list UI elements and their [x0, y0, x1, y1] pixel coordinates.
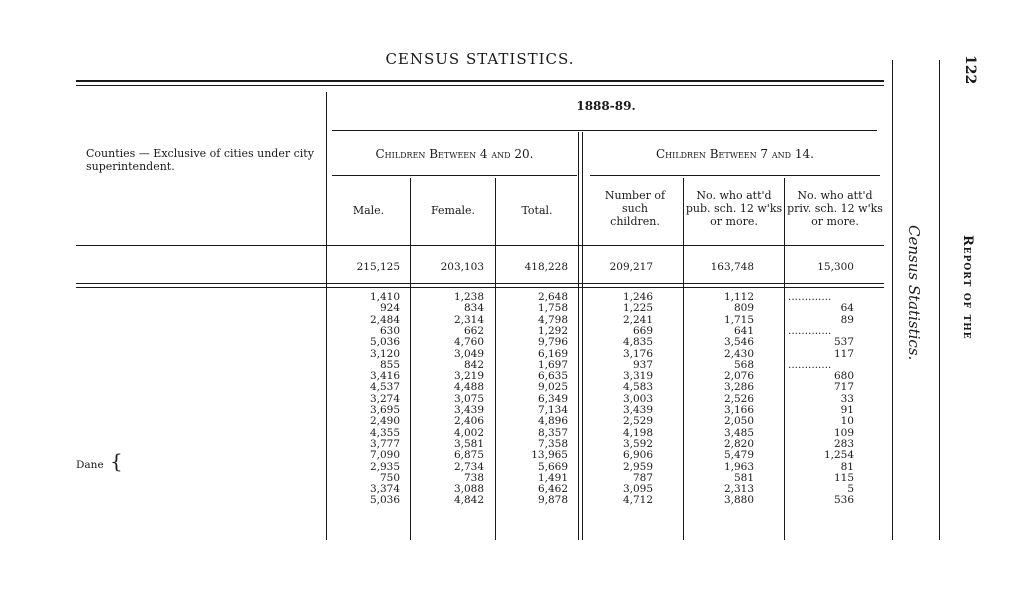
cell-female: 4,488	[453, 381, 484, 394]
cell-number: 4,583	[622, 381, 653, 394]
cell-pub: 809	[733, 302, 754, 315]
cell-priv: 33	[840, 392, 854, 405]
cell-pub: 3,166	[723, 404, 754, 416]
cell-male: 4,355	[369, 426, 400, 439]
col-header-female: Female.	[430, 204, 476, 217]
cell-female: 3,075	[453, 392, 484, 405]
cell-total: 1,491	[537, 471, 568, 484]
cell-male: 3,777	[369, 437, 400, 450]
cell-pub: 1,715	[723, 313, 754, 326]
cell-priv: 10	[840, 415, 854, 428]
group1-rule	[332, 175, 577, 176]
cell-male: 3,416	[369, 370, 400, 383]
cell-pub: 2,430	[723, 347, 754, 360]
cell-number: 2,959	[622, 460, 653, 473]
cell-female: 834	[463, 302, 484, 315]
cell-female: 662	[463, 324, 484, 337]
cell-total: 7,134	[537, 404, 568, 416]
cell-number: 3,592	[622, 437, 653, 450]
group1-header: Children Between 4 and 20.	[375, 147, 534, 161]
table-row	[76, 349, 886, 360]
table-row	[76, 416, 886, 427]
col-header-number: Number of such children.	[604, 189, 666, 228]
col-header-priv: No. who att'd priv. sch. 12 w'ks or more.	[787, 189, 883, 228]
dane-label: Dane	[76, 459, 104, 471]
cell-priv: 81	[840, 460, 854, 473]
cell-male: 7,090	[369, 449, 400, 462]
cell-pub: 2,076	[723, 370, 754, 383]
table-row	[76, 303, 886, 314]
cell-male: 855	[379, 358, 400, 371]
cell-number: 3,439	[622, 404, 653, 416]
totals-double-rule	[76, 283, 884, 288]
page-title: CENSUS STATISTICS.	[385, 50, 575, 68]
cell-total: 4,896	[537, 415, 568, 428]
cell-number: 3,176	[622, 347, 653, 360]
cell-pub: 1,963	[723, 460, 754, 473]
table-row	[76, 337, 886, 348]
counties-header: Counties — Exclusive of cities under city superintendent.	[86, 147, 314, 173]
side-rule-outer	[939, 60, 940, 540]
cell-pub: 1,112	[723, 291, 754, 303]
cell-female: 4,842	[453, 494, 484, 507]
cell-number: 2,241	[622, 313, 653, 326]
cell-total: 9,796	[537, 336, 568, 349]
cell-female: 3,088	[453, 483, 484, 496]
cell-pub: 581	[733, 471, 754, 484]
cell-priv: 91	[840, 404, 854, 416]
cell-total: 5,669	[537, 460, 568, 473]
group2-header: Children Between 7 and 14.	[656, 147, 814, 161]
table-row	[76, 382, 886, 393]
running-head: Report of the	[960, 235, 975, 340]
cell-female: 2,314	[453, 313, 484, 326]
cell-male: 2,490	[369, 415, 400, 428]
cell-number: 3,003	[622, 392, 653, 405]
cell-priv: 117	[833, 347, 854, 360]
cell-priv: 1,254	[823, 449, 854, 462]
cell-priv: .............	[788, 291, 832, 303]
cell-total: 6,635	[537, 370, 568, 383]
cell-female: 3,439	[453, 404, 484, 416]
cell-female: 4,760	[453, 336, 484, 349]
cell-number: 1,246	[622, 291, 653, 303]
cell-total: 1,697	[537, 358, 568, 371]
totals-number: 209,217	[609, 261, 653, 273]
cell-male: 5,036	[369, 494, 400, 507]
col-header-male: Male.	[352, 204, 385, 217]
cell-number: 2,529	[622, 415, 653, 428]
cell-pub: 568	[733, 358, 754, 371]
cell-total: 7,358	[537, 437, 568, 450]
cell-pub: 641	[733, 324, 754, 337]
cell-female: 3,049	[453, 347, 484, 360]
table-row	[76, 450, 886, 461]
cell-male: 924	[379, 302, 400, 315]
cell-male: 2,484	[369, 313, 400, 326]
cell-male: 5,036	[369, 336, 400, 349]
cell-priv: 115	[833, 471, 854, 484]
year-header: 1888-89.	[576, 99, 636, 113]
cell-priv: 5	[847, 483, 854, 496]
cell-female: 2,406	[453, 415, 484, 428]
cell-female: 2,734	[453, 460, 484, 473]
cell-female: 1,238	[453, 291, 484, 303]
cell-pub: 3,880	[723, 494, 754, 507]
cell-pub: 3,546	[723, 336, 754, 349]
cell-number: 4,712	[622, 494, 653, 507]
header-rule	[76, 245, 884, 246]
cell-number: 787	[632, 471, 653, 484]
cell-total: 9,025	[537, 381, 568, 394]
cell-female: 3,581	[453, 437, 484, 450]
cell-female: 3,219	[453, 370, 484, 383]
cell-male: 750	[379, 471, 400, 484]
top-rule-1	[76, 80, 884, 82]
cell-total: 2,648	[537, 291, 568, 303]
totals-row	[76, 262, 886, 273]
cell-number: 1,225	[622, 302, 653, 315]
totals-male: 215,125	[356, 261, 400, 273]
cell-number: 3,319	[622, 370, 653, 383]
totals-pub: 163,748	[710, 261, 754, 273]
cell-pub: 2,313	[723, 483, 754, 496]
cell-priv: 64	[840, 302, 854, 315]
cell-total: 1,292	[537, 324, 568, 337]
cell-number: 3,095	[622, 483, 653, 496]
cell-female: 4,002	[453, 426, 484, 439]
cell-female: 738	[463, 471, 484, 484]
col-header-pub: No. who att'd pub. sch. 12 w'ks or more.	[685, 189, 783, 228]
cell-priv: 283	[833, 437, 854, 450]
cell-priv: .............	[788, 324, 832, 337]
cell-male: 3,120	[369, 347, 400, 360]
cell-priv: 536	[833, 494, 854, 507]
dane-brace: {	[110, 449, 123, 473]
cell-number: 4,835	[622, 336, 653, 349]
cell-male: 2,935	[369, 460, 400, 473]
col-header-total: Total.	[521, 204, 553, 217]
cell-priv: 89	[840, 313, 854, 326]
cell-pub: 2,820	[723, 437, 754, 450]
page-number: 122	[962, 55, 978, 85]
cell-total: 13,965	[531, 449, 568, 462]
year-rule	[332, 130, 877, 131]
cell-pub: 5,479	[723, 449, 754, 462]
cell-total: 8,357	[537, 426, 568, 439]
cell-number: 4,198	[622, 426, 653, 439]
cell-number: 937	[632, 358, 653, 371]
top-rule-2	[76, 85, 884, 86]
cell-male: 1,410	[369, 291, 400, 303]
cell-priv: 109	[833, 426, 854, 439]
cell-priv: .............	[788, 358, 832, 371]
cell-number: 669	[632, 324, 653, 337]
side-rule-inner	[892, 60, 893, 540]
cell-total: 6,462	[537, 483, 568, 496]
cell-total: 6,349	[537, 392, 568, 405]
cell-male: 3,274	[369, 392, 400, 405]
cell-male: 4,537	[369, 381, 400, 394]
cell-total: 4,798	[537, 313, 568, 326]
cell-male: 3,695	[369, 404, 400, 416]
cell-pub: 2,526	[723, 392, 754, 405]
cell-female: 6,875	[453, 449, 484, 462]
totals-priv: 15,300	[817, 261, 854, 273]
cell-priv: 537	[833, 336, 854, 349]
cell-number: 6,906	[622, 449, 653, 462]
cell-pub: 3,286	[723, 381, 754, 394]
cell-male: 630	[379, 324, 400, 337]
cell-priv: 717	[833, 381, 854, 394]
cell-total: 9,878	[537, 494, 568, 507]
table-row	[76, 462, 886, 473]
totals-female: 203,103	[440, 261, 484, 273]
cell-pub: 2,050	[723, 415, 754, 428]
cell-priv: 680	[833, 370, 854, 383]
margin-title: Census Statistics.	[905, 225, 923, 361]
group2-rule	[590, 175, 880, 176]
totals-total: 418,228	[524, 261, 568, 273]
cell-total: 1,758	[537, 302, 568, 315]
cell-total: 6,169	[537, 347, 568, 360]
cell-pub: 3,485	[723, 426, 754, 439]
table-row	[76, 495, 886, 506]
cell-female: 842	[463, 358, 484, 371]
cell-male: 3,374	[369, 483, 400, 496]
